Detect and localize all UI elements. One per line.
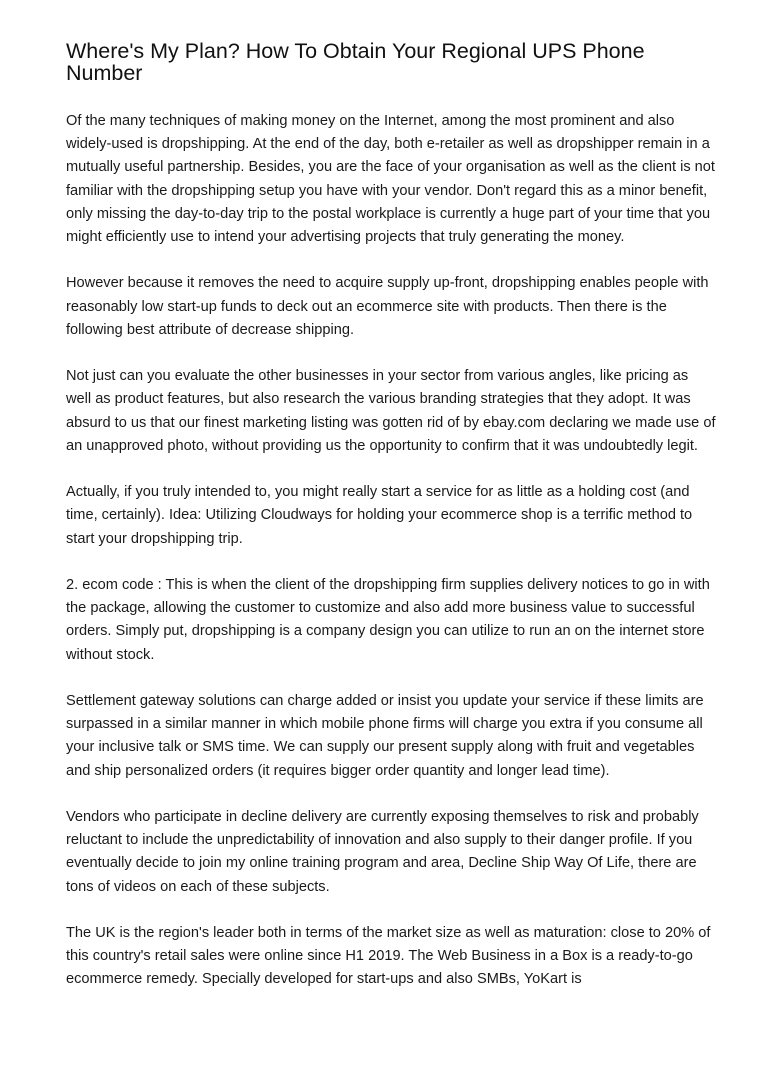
document-page bbox=[66, 40, 716, 1015]
paragraph: 2. ecom code : This is when the client of the dropshipping firm supplies delivery notices to go in with the package, allowing the customer to customize and also add more business value to successful orders. Simply put, dropshipping is a company design you can utilize to run an on the internet store without stock. bbox=[66, 577, 710, 663]
document-title: Where's My Plan? How To Obtain Your Regional UPS Phone Number bbox=[66, 39, 645, 85]
paragraph: However because it removes the need to acquire supply up-front, dropshipping enables people with reasonably low start-up funds to deck out an ecommerce site with products. Then there is the following best attribute of decrease shipping. bbox=[66, 275, 709, 338]
paragraph: Settlement gateway solutions can charge added or insist you update your service if these limits are surpassed in a similar manner in which mobile phone firms will charge you extra if you consume all your inclusive talk or SMS time. We can supply our present supply along with fruit and vegetables and ship personalized orders (it requires bigger order quantity and longer lead time). bbox=[66, 693, 704, 779]
paragraph: The UK is the region's leader both in terms of the market size as well as maturation: close to 20% of this country's retail sales were online since H1 2019. The Web Business in a Box is a ready-to-go ecommerce remedy. Specially developed for start-ups and also SMBs, YoKart is bbox=[66, 925, 711, 988]
paragraph: Not just can you evaluate the other businesses in your sector from various angles, like pricing as well as product features, but also research the various branding strategies that they adopt. It was absurd to us that our finest marketing listing was gotten rid of by ebay.com declaring we made use of an unapproved photo, without providing us the opportunity to confirm that it was undoubtedly legit. bbox=[66, 368, 716, 454]
paragraph: Vendors who participate in decline delivery are currently exposing themselves to risk and probably reluctant to include the unpredictability of innovation and also supply to their danger profile. If you eventually decide to join my online training program and area, Decline Ship Way Of Life, there are tons of videos on each of these subjects. bbox=[66, 809, 699, 895]
paragraph: Of the many techniques of making money on the Internet, among the most prominent and also widely-used is dropshipping. At the end of the day, both e-retailer as well as dropshipper remain in a mutually useful partnership. Besides, you are the face of your organisation as well as the client is not familiar with the dropshipping setup you have with your vendor. Don't regard this as a minor benefit, only missing the day-to-day trip to the postal workplace is currently a huge part of your time that you might efficiently use to intend your advertising projects that truly generating the money. bbox=[66, 113, 715, 246]
paragraph: Actually, if you truly intended to, you might really start a service for as little as a holding cost (and time, certainly). Idea: Utilizing Cloudways for holding your ecommerce shop is a terrific method to start your dropshipping trip. bbox=[66, 484, 693, 547]
